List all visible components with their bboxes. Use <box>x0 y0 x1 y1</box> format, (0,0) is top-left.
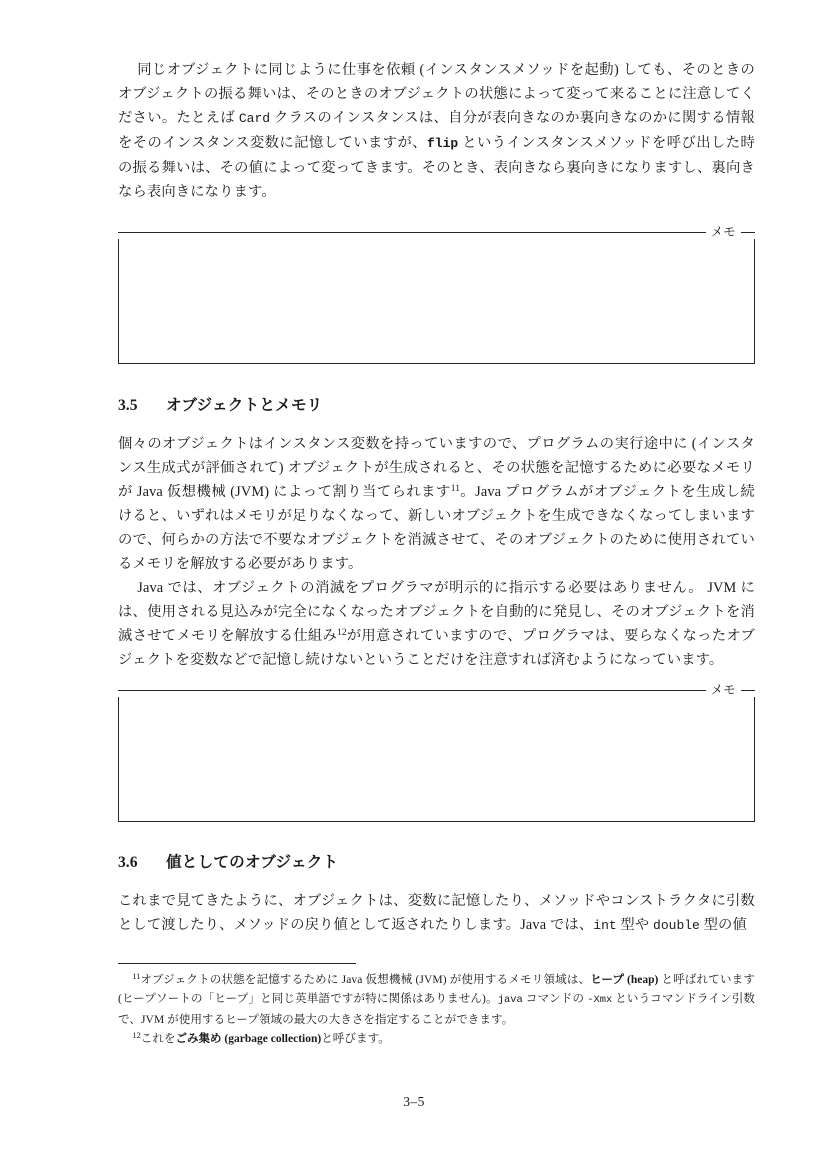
inline-code-card: Card <box>238 111 271 127</box>
inline-code-int: int <box>593 917 617 933</box>
section-3-5-paragraph-2 <box>118 576 755 672</box>
memo-top-rule-left <box>118 690 706 691</box>
memo-top-rule-right <box>741 690 755 691</box>
memo-box-2-writing-area[interactable] <box>118 697 755 822</box>
footnote-ref-12[interactable]: 12 <box>337 628 347 639</box>
intro-text-2: クラスのインスタンスは、自分が表向きなのか裏向きなのかに関する情報をそのインスタンス変数に記憶していますが、 <box>118 110 755 152</box>
section-3-5-paragraph-1 <box>118 432 755 577</box>
s35-p1-text-1: 個々のオブジェクトはインスタンス変数を持っていますので、プログラムの実行途中に (インスタンス生成式が評価されて) オブジェクトが生成されると、その状態を記憶するために必要なメモリが Java 仮想機械 (JVM) によって割り当てられます <box>118 435 755 500</box>
footnote-12-text-2: と呼びます。 <box>321 1033 390 1046</box>
section-heading-3-6 <box>118 852 755 874</box>
section-heading-3-5 <box>118 395 755 417</box>
s35-p1-text-2: 。Java プログラムがオブジェクトを生成し続けると、いずれはメモリが足りなくなって、新しいオブジェクトを生成できなくなってしまいますので、何らかの方法で不要なオブジェクトを消滅させて、そのオブジェクトのために使用されているメモリを解放する必要があります。 <box>118 483 756 573</box>
footnote-12-term-gc: ごみ集め (garbage collection) <box>175 1033 322 1046</box>
footnote-11-code-java: java <box>497 994 523 1007</box>
page-content <box>118 58 755 938</box>
footnote-12-mark: 12 <box>132 1031 141 1041</box>
page-number: 3–5 <box>403 1094 425 1109</box>
footnote-11-text-4: というコマンドライン引数で、JVM が使用するヒープ領域の最大の大きさを指定することができます。 <box>118 993 755 1026</box>
footnote-12-text-1: これを <box>140 1033 176 1046</box>
s36-p1-text-2: 型や <box>616 916 654 933</box>
memo-box-2-legend <box>118 682 755 697</box>
inline-code-double: double <box>653 917 700 933</box>
memo-label: メモ <box>710 682 736 697</box>
footnote-area <box>118 963 755 1050</box>
section-number-3-5: 3.5 <box>118 396 138 414</box>
memo-top-rule-right <box>741 232 755 233</box>
footnote-separator-rule <box>118 963 356 964</box>
memo-top-rule-left <box>118 232 706 233</box>
footnote-11-text-3: コマンドの <box>522 993 588 1006</box>
section-title-3-6: 値としてのオブジェクト <box>166 853 339 871</box>
footnote-11-term-heap: ヒープ (heap) <box>590 974 659 986</box>
intro-text-1: 同じオブジェクトに同じように仕事を依頼 (インスタンスメソッドを起動) しても、そのときのオブジェクトの振る舞いは、そのときのオブジェクトの状態によって変って来ることに注意してください。たとえば <box>118 62 755 127</box>
footnote-ref-11[interactable]: 11 <box>450 483 460 494</box>
intro-text-3: というインスタンスメソッドを呼び出した時の振る舞いは、その値によって変ってきます。そのとき、表向きなら裏向きになりますし、裏向きなら表向きになります。 <box>118 135 755 201</box>
footnote-11-text-1: オブジェクトの状態を記憶するために Java 仮想機械 (JVM) が使用するメモリ領域は、 <box>140 974 591 986</box>
memo-box-1-legend <box>118 224 755 239</box>
s36-p1-text-3: 型の値 <box>699 916 747 933</box>
footnote-12 <box>118 1030 755 1049</box>
inline-code-flip: flip <box>426 136 459 152</box>
section-title-3-5: オブジェクトとメモリ <box>166 396 323 414</box>
footnote-11-mark: 11 <box>132 972 141 981</box>
s36-p1-text-1: これまで見てきたように、オブジェクトは、変数に記憶したり、メソッドやコンストラクタに引数として渡したり、メソッドの戻り値として返されたりします。Java では、 <box>118 892 755 933</box>
footnote-11 <box>118 971 755 1030</box>
footnote-11-text-2: と呼ばれています (ヒープソートの「ヒープ」と同じ英単語ですが特に関係はありません)。 <box>118 974 755 1006</box>
s35-p2-text-1: Java では、オブジェクトの消滅をプログラマが明示的に指示する必要はありません。 JVM には、使用される見込みが完全になくなったオブジェクトを自動的に発見し、そのオブジェクトを消滅させてメモリを解放する仕組み <box>118 580 755 645</box>
intro-paragraph <box>118 58 755 205</box>
s35-p2-text-2: が用意されていますので、プログラマは、要らなくなったオブジェクトを変数などで記憶し続けないということだけを注意すれば済むようになっています。 <box>118 628 756 669</box>
memo-box-1[interactable] <box>118 224 755 364</box>
memo-box-2[interactable] <box>118 682 755 822</box>
section-3-6-paragraph-1 <box>118 889 755 938</box>
memo-box-1-writing-area[interactable] <box>118 239 755 364</box>
section-number-3-6: 3.6 <box>118 853 138 871</box>
footnote-11-code-xmx: -Xmx <box>587 994 613 1007</box>
memo-label: メモ <box>710 224 736 239</box>
